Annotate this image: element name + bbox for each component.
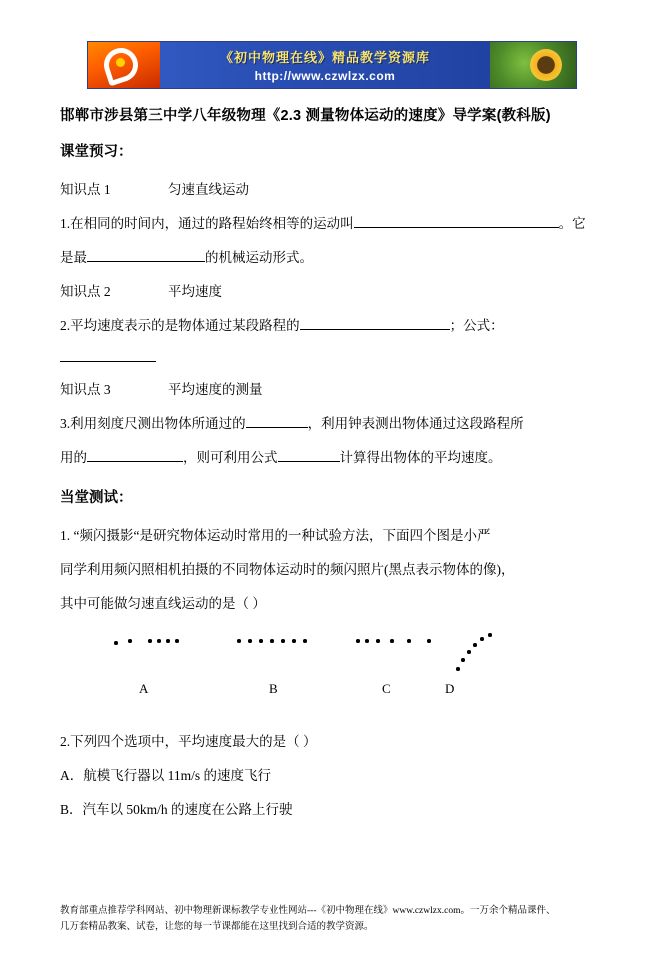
figure-label-d: D <box>445 681 455 696</box>
test-question-2-option-a: A．航模飞行器以 11m/s 的速度飞行 <box>60 768 272 783</box>
sunflower-icon <box>490 42 576 88</box>
question-1-text-c: 是最 <box>60 250 87 265</box>
question-3-line-2 <box>60 441 601 475</box>
question-2-text-a: 2.平均速度表示的是物体通过某段路程的 <box>60 318 300 333</box>
knowledge-point-2-title: 平均速度 <box>168 284 222 299</box>
knowledge-point-1-title: 匀速直线运动 <box>168 182 249 197</box>
logo-dot-shape <box>116 58 125 67</box>
knowledge-point-3 <box>60 373 601 407</box>
knowledge-point-2-label: 知识点 2 <box>60 284 111 299</box>
footer-line-2: 几万套精品教案、试卷，让您的每一节课都能在这里找到合适的教学资源。 <box>60 922 374 932</box>
document-body <box>60 105 601 827</box>
section-heading-preview: 课堂预习： <box>60 144 133 160</box>
question-3-text-a: 3.利用刻度尺测出物体所通过的 <box>60 416 246 431</box>
flame-logo-icon <box>88 42 160 88</box>
question-2-line-2 <box>60 343 601 373</box>
test-question-1-line-2: 同学利用频闪照相机拍摄的不同物体运动时的频闪照片(黑点表示物体的像)， <box>60 562 515 577</box>
banner-title: 《初中物理在线》精品教学资源库 <box>219 50 430 65</box>
test-question-1-line-3: 其中可能做匀速直线运动的是（ ） <box>60 596 266 611</box>
answer-blank[interactable] <box>87 247 205 262</box>
site-banner <box>87 41 577 89</box>
question-3-text-e: 计算得出物体的平均速度。 <box>339 450 502 465</box>
answer-blank[interactable] <box>278 447 340 462</box>
knowledge-point-1-label: 知识点 1 <box>60 182 111 197</box>
page-title: 邯郸市涉县第三中学八年级物理《2.3 测量物体运动的速度》导学案(教科版) <box>60 108 551 124</box>
banner-url: http://www.czwlzx.com <box>254 69 396 83</box>
test-question-1-line-1: 1. “频闪摄影“是研究物体运动时常用的一种试验方法，下面四个图是小严 <box>60 528 491 543</box>
answer-blank[interactable] <box>354 213 559 228</box>
figure-label-c: C <box>382 681 391 696</box>
question-3-text-d: ，则可利用公式 <box>183 450 278 465</box>
question-1-text-a: 1.在相同的时间内，通过的路程始终相等的运动叫 <box>60 216 354 231</box>
question-3-text-b: ，利用钟表测出物体通过这段路程所 <box>307 416 524 431</box>
question-3-text-c: 用的 <box>60 450 87 465</box>
knowledge-point-3-title: 平均速度的测量 <box>168 382 263 397</box>
page-footer <box>60 903 623 935</box>
answer-blank[interactable] <box>87 447 183 462</box>
answer-blank[interactable] <box>246 413 308 428</box>
knowledge-point-3-label: 知识点 3 <box>60 382 111 397</box>
question-1-line-2 <box>60 241 601 275</box>
answer-blank[interactable] <box>60 347 156 362</box>
test-question-2-option-b: B．汽车以 50km/h 的速度在公路上行驶 <box>60 802 293 817</box>
sunflower-head-shape <box>530 49 562 81</box>
answer-blank[interactable] <box>300 315 450 330</box>
document-page <box>0 41 661 977</box>
question-1-line-1 <box>60 207 601 241</box>
question-2-text-b: ；公式： <box>449 318 504 333</box>
figure-label-b: B <box>269 681 278 696</box>
question-2-line-1 <box>60 309 601 343</box>
knowledge-point-2 <box>60 275 601 309</box>
test-question-2-line-1: 2.下列四个选项中，平均速度最大的是（ ） <box>60 734 317 749</box>
knowledge-point-1 <box>60 173 601 207</box>
figure-label-a: A <box>139 681 149 696</box>
section-heading-test: 当堂测试： <box>60 490 133 506</box>
banner-text-block <box>160 42 490 88</box>
question-1-text-b: 。它 <box>558 216 586 231</box>
question-1-text-d: 的机械运动形式。 <box>205 250 313 265</box>
strobe-photo-figure <box>60 629 601 715</box>
footer-line-1: 教育部重点推荐学科网站、初中物理新课标教学专业性网站---《初中物理在线》www.czwlzx.com。一万余个精品课件、 <box>60 906 556 916</box>
question-3-line-1 <box>60 407 601 441</box>
